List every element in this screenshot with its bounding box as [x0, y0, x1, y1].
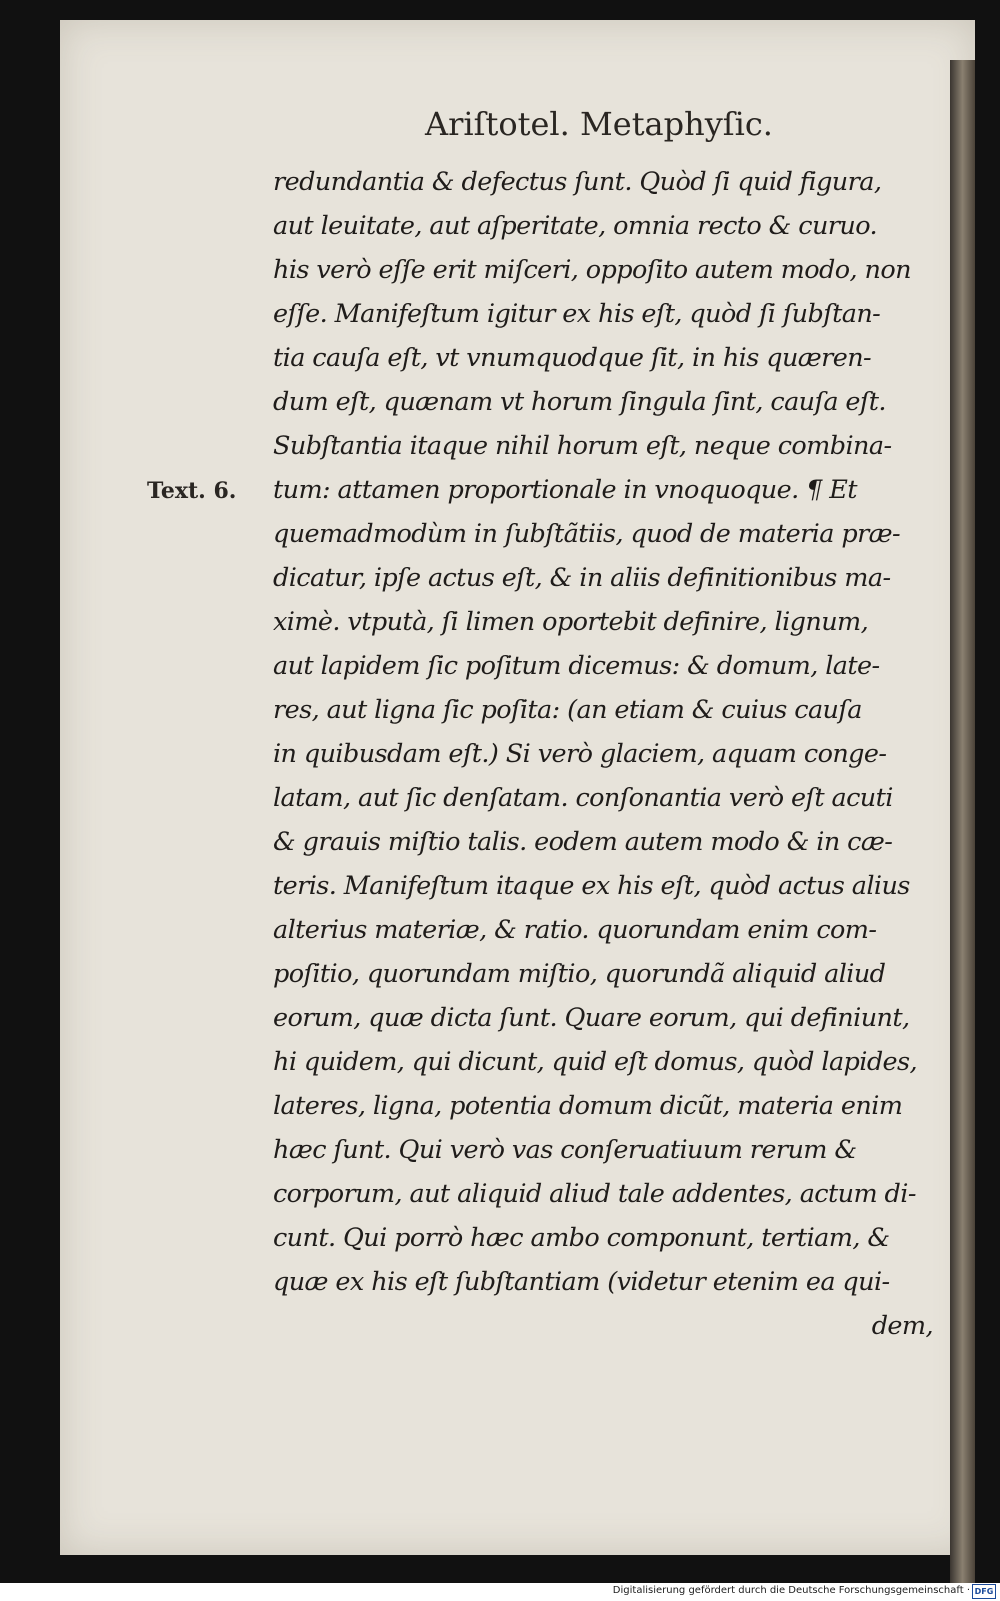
text-line: poſitio, quorundam miſtio, quorundã aliquid aliud: [273, 959, 886, 989]
text-line: quæ ex his eſt ſubſtantiam (videtur etenim ea qui-: [273, 1267, 890, 1297]
running-head: Ariſtotel. Metaphyſic.: [425, 105, 773, 143]
text-line: & grauis miſtio talis. eodem autem modo & in cæ-: [273, 827, 893, 857]
text-line: corporum, aut aliquid aliud tale addentes, actum di-: [273, 1179, 916, 1209]
text-line: ximè. vtputà, ſi limen oportebit definire, lignum,: [273, 607, 869, 637]
text-line: dicatur, ipſe actus eſt, & in aliis definitionibus ma-: [273, 563, 891, 593]
text-line: hi quidem, qui dicunt, quid eſt domus, quòd lapides,: [273, 1047, 918, 1077]
text-line: quemadmodùm in ſubſtãtiis, quod de materia præ-: [273, 519, 901, 549]
text-line: tia cauſa eſt, vt vnumquodque ſit, in his quæren-: [273, 343, 872, 373]
text-line: lateres, ligna, potentia domum dicũt, materia enim: [273, 1091, 903, 1121]
text-line: latam, aut ſic denſatam. conſonantia verò eſt acuti: [273, 783, 893, 813]
text-line: teris. Manifeſtum itaque ex his eſt, quòd actus alius: [273, 871, 910, 901]
text-line: eſſe. Manifeſtum igitur ex his eſt, quòd ſi ſubſtan-: [273, 299, 881, 329]
catchword: dem,: [871, 1311, 933, 1341]
text-line: aut lapidem ſic poſitum dicemus: & domum, late-: [273, 651, 880, 681]
text-block: [273, 160, 933, 1348]
margin-note: Text. 6.: [147, 478, 237, 504]
text-line: res, aut ligna ſic poſita: (an etiam & cuius cauſa: [273, 695, 862, 725]
digitization-credit: Digitalisierung gefördert durch die Deutsche Forschungsgemeinschaft ·: [612, 1585, 970, 1596]
text-line: tum: attamen proportionale in vnoquoque. ¶ Et: [273, 475, 857, 505]
text-line: in quibusdam eſt.) Si verò glaciem, aquam conge-: [273, 739, 887, 769]
text-line: his verò eſſe erit miſceri, oppoſito autem modo, non: [273, 255, 911, 285]
text-line: alterius materiæ, & ratio. quorundam enim com-: [273, 915, 877, 945]
text-line: eorum, quæ dicta ſunt. Quare eorum, qui definiunt,: [273, 1003, 910, 1033]
page-edge: [950, 60, 975, 1600]
text-line: redundantia & defectus ſunt. Quòd ſi quid figura,: [273, 167, 882, 197]
text-line: hæc ſunt. Qui verò vas conſeruatiuum rerum &: [273, 1135, 857, 1165]
text-line: Subſtantia itaque nihil horum eſt, neque combina-: [273, 431, 892, 461]
text-line: aut leuitate, aut aſperitate, omnia recto & curuo.: [273, 211, 878, 241]
dfg-logo: DFG: [972, 1584, 996, 1599]
text-line: dum eſt, quænam vt horum ſingula ſint, cauſa eſt.: [273, 387, 886, 417]
text-line: cunt. Qui porrò hæc ambo componunt, tertiam, &: [273, 1223, 890, 1253]
